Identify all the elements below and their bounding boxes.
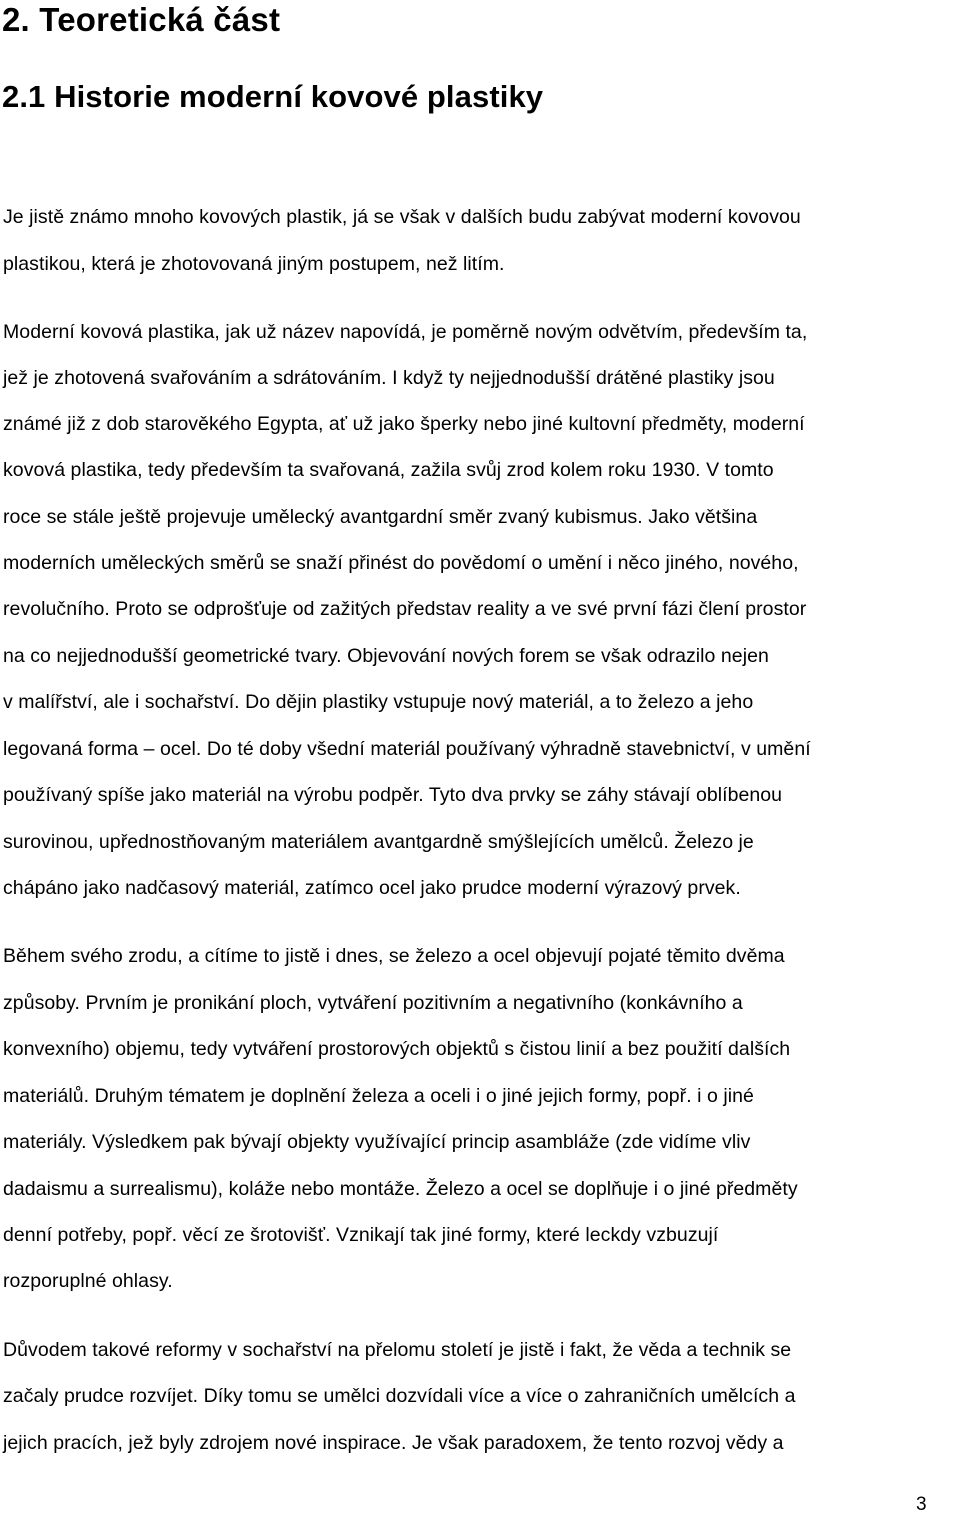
text-line: revolučního. Proto se odprošťuje od zažitých představ reality a ve své první fázi člení prostor xyxy=(3,598,807,620)
text-line: používaný spíše jako materiál na výrobu podpěr. Tyto dva prvky se záhy stávají oblíbenou xyxy=(3,784,783,806)
text-line: začaly prudce rozvíjet. Díky tomu se umělci dozvídali více a více o zahraničních umělcích a xyxy=(3,1385,796,1407)
text-line: Během svého zrodu, a cítíme to jistě i dnes, se železo a ocel objevují pojaté těmito dvěma xyxy=(3,945,785,967)
text-line: materiálů. Druhým tématem je doplnění železa a oceli i o jiné jejich formy, popř. i o jiné xyxy=(3,1085,754,1107)
text-line: legovaná forma – ocel. Do té doby všední materiál používaný výhradně stavebnictví, v umění xyxy=(3,738,811,760)
text-line: rozporuplné ohlasy. xyxy=(3,1270,173,1292)
page-number: 3 xyxy=(916,1494,927,1515)
text-line: roce se stále ještě projevuje umělecký avantgardní směr zvaný kubismus. Jako většina xyxy=(3,506,758,528)
text-line: způsoby. Prvním je pronikání ploch, vytváření pozitivním a negativního (konkávního a xyxy=(3,992,743,1014)
text-line: jež je zhotovená svařováním a sdrátováním. I když ty nejjednodušší drátěné plastiky jsou xyxy=(3,367,775,389)
text-line: kovová plastika, tedy především ta svařovaná, zažila svůj zrod kolem roku 1930. V tomto xyxy=(3,459,774,481)
text-line: Moderní kovová plastika, jak už název napovídá, je poměrně novým odvětvím, především ta, xyxy=(3,321,808,343)
text-line: na co nejjednodušší geometrické tvary. Objevování nových forem se však odrazilo nejen xyxy=(3,645,769,667)
text-line: materiály. Výsledkem pak bývají objekty využívající princip asambláže (zde vidíme vliv xyxy=(3,1131,751,1153)
text-line: v malířství, ale i sochařství. Do dějin plastiky vstupuje nový materiál, a to železo a jeho xyxy=(3,691,754,713)
text-line: Důvodem takové reformy v sochařství na přelomu století je jistě i fakt, že věda a technik se xyxy=(3,1339,792,1361)
text-line: denní potřeby, popř. věcí ze šrotovišť. Vznikají tak jiné formy, které leckdy vzbuzují xyxy=(3,1224,719,1246)
text-line: plastikou, která je zhotovovaná jiným postupem, než litím. xyxy=(3,253,505,275)
text-line: konvexního) objemu, tedy vytváření prostorových objektů s čistou linií a bez použití dalších xyxy=(3,1038,791,1060)
section-heading: 2.1 Historie moderní kovové plastiky xyxy=(2,79,544,114)
text-line: jejich pracích, jež byly zdrojem nové inspirace. Je však paradoxem, že tento rozvoj vědy a xyxy=(3,1432,784,1454)
chapter-heading: 2. Teoretická část xyxy=(2,1,281,38)
text-line: surovinou, upřednostňovaným materiálem avantgardně smýšlejících umělců. Železo je xyxy=(3,831,754,853)
text-line: Je jistě známo mnoho kovových plastik, já se však v dalších budu zabývat moderní kovovou xyxy=(3,206,801,228)
text-line: dadaismu a surrealismu), koláže nebo montáže. Železo a ocel se doplňuje i o jiné předměty xyxy=(3,1178,798,1200)
text-line: moderních uměleckých směrů se snaží přinést do povědomí o umění i něco jiného, nového, xyxy=(3,552,799,574)
text-line: známé již z dob starověkého Egypta, ať už jako šperky nebo jiné kultovní předměty, moderní xyxy=(3,413,805,435)
text-line: chápáno jako nadčasový materiál, zatímco ocel jako prudce moderní výrazový prvek. xyxy=(3,877,741,899)
